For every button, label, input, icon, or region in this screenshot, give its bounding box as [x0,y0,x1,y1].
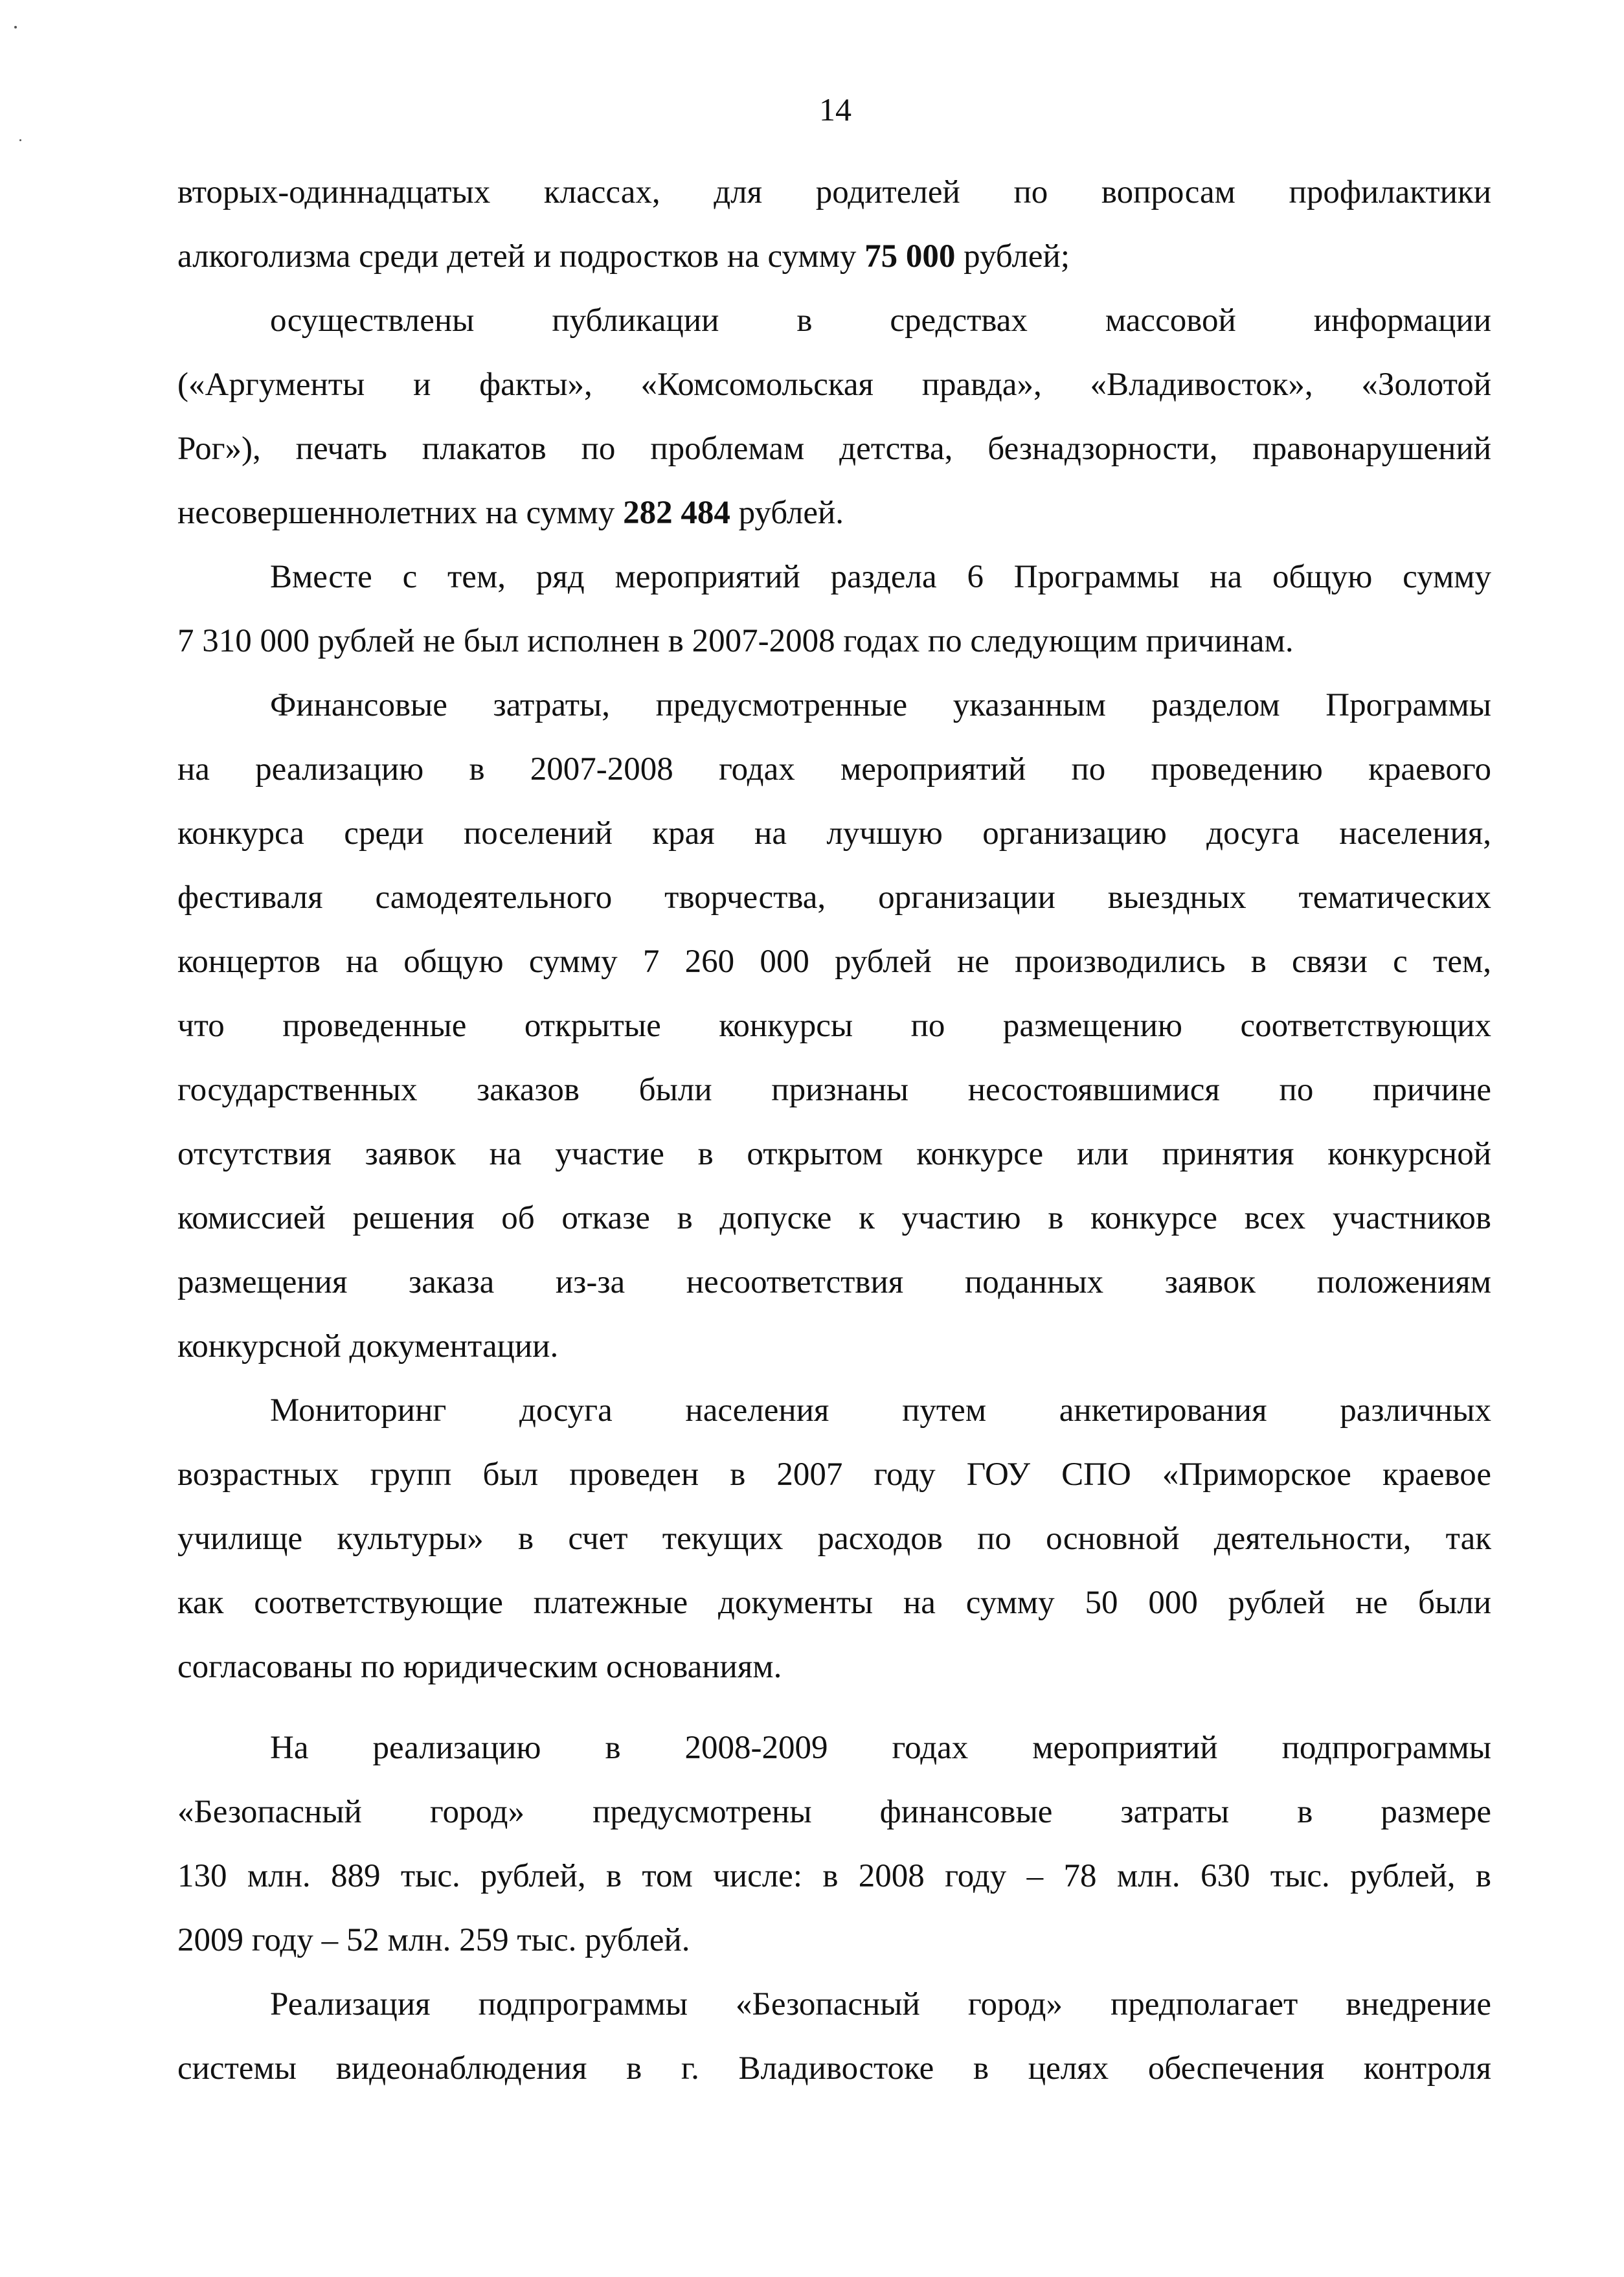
text-line [177,939,1491,1003]
paragraph [177,298,1491,554]
text-line [177,2046,1491,2110]
text-line [177,490,1491,554]
text-line [177,618,1491,683]
text-line [177,683,1491,747]
text-segment: несовершеннолетних на сумму [177,495,624,531]
text-line [177,1260,1491,1324]
text-line [177,362,1491,426]
text-line [177,1918,1491,1982]
text-segment: отсутствия заявок на участие в открытом конкурсе или принятия конкурсной [177,1136,1491,1172]
text-segment: фестиваля самодеятельного творчества, организации выездных тематических [177,879,1491,916]
text-segment: Финансовые затраты, предусмотренные указанным разделом Программы [270,687,1491,723]
text-line [177,1982,1491,2046]
text-segment: алкоголизма среди детей и подростков на сумму [177,238,865,275]
paragraph [177,1725,1491,1982]
text-segment: системы видеонаблюдения в г. Владивостоке в целях обеспечения контроля [177,2050,1491,2087]
text-segment: Мониторинг досуга населения путем анкетирования различных [270,1392,1491,1429]
text-segment: государственных заказов были признаны несостоявшимися по причине [177,1072,1491,1108]
text-line [177,1195,1491,1260]
paragraph [177,1388,1491,1708]
text-segment: 2009 году – 52 млн. 259 тыс. рублей. [177,1922,690,1958]
text-line [177,875,1491,939]
text-segment: конкурса среди поселений края на лучшую организацию досуга населения, [177,815,1491,852]
text-line [177,1131,1491,1195]
text-segment: возрастных групп был проведен в 2007 году ГОУ СПО «Приморское краевое [177,1456,1491,1493]
text-segment: училище культуры» в счет текущих расходов по основной деятельности, так [177,1521,1491,1557]
bold-amount: 75 000 [864,238,956,275]
text-line [177,1644,1491,1708]
text-segment: вторых-одиннадцатых классах, для родителей по вопросам профилактики [177,174,1491,210]
paragraph [177,170,1491,298]
text-segment: 130 млн. 889 тыс. рублей, в том числе: в 2008 году – 78 млн. 630 тыс. рублей, в [177,1858,1491,1894]
text-line [177,1516,1491,1580]
text-segment: Реализация подпрограммы «Безопасный город» предполагает внедрение [270,1986,1491,2022]
text-segment: рублей. [730,495,844,531]
text-segment: размещения заказа из-за несоответствия поданных заявок положениям [177,1264,1491,1300]
text-segment: согласованы по юридическим основаниям. [177,1649,782,1685]
text-segment: на реализацию в 2007-2008 годах мероприятий по проведению краевого [177,751,1491,787]
text-segment: что проведенные открытые конкурсы по размещению соответствующих [177,1008,1491,1044]
text-line [177,1388,1491,1452]
text-line [177,1789,1491,1853]
text-segment: осуществлены публикации в средствах массовой информации [270,302,1491,339]
text-line [177,170,1491,234]
text-line [177,1452,1491,1516]
text-line [177,298,1491,362]
scan-speck [14,26,17,28]
text-segment: («Аргументы и факты», «Комсомольская правда», «Владивосток», «Золотой [177,367,1491,403]
text-line [177,426,1491,490]
scan-speck [19,139,21,141]
text-segment: 7 310 000 рублей не был исполнен в 2007-2008 годах по следующим причинам. [177,623,1294,659]
text-line [177,234,1491,298]
text-segment: Вместе с тем, ряд мероприятий раздела 6 Программы на общую сумму [270,559,1491,595]
text-segment: концертов на общую сумму 7 260 000 рублей не производились в связи с тем, [177,944,1491,980]
text-segment: комиссией решения об отказе в допуске к участию в конкурсе всех участников [177,1200,1491,1236]
text-segment: конкурсной документации. [177,1328,559,1365]
paragraph [177,683,1491,1388]
paragraph [177,554,1491,683]
text-segment: как соответствующие платежные документы на сумму 50 000 рублей не были [177,1585,1491,1621]
paragraph [177,1982,1491,2110]
text-line [177,1853,1491,1918]
text-line [177,811,1491,875]
text-line [177,1725,1491,1789]
text-line [177,1324,1491,1388]
text-line [177,1580,1491,1644]
text-line [177,1003,1491,1067]
page-number: 14 [819,91,851,128]
document-body [177,170,1491,2110]
bold-amount: 282 484 [623,495,730,531]
text-line [177,747,1491,811]
text-line [177,1067,1491,1131]
text-segment: На реализацию в 2008-2009 годах мероприятий подпрограммы [270,1730,1491,1766]
text-line [177,554,1491,618]
text-segment: «Безопасный город» предусмотрены финансовые затраты в размере [177,1794,1491,1830]
text-segment: Рог»), печать плакатов по проблемам детства, безнадзорности, правонарушений [177,431,1491,467]
text-segment: рублей; [955,238,1070,275]
